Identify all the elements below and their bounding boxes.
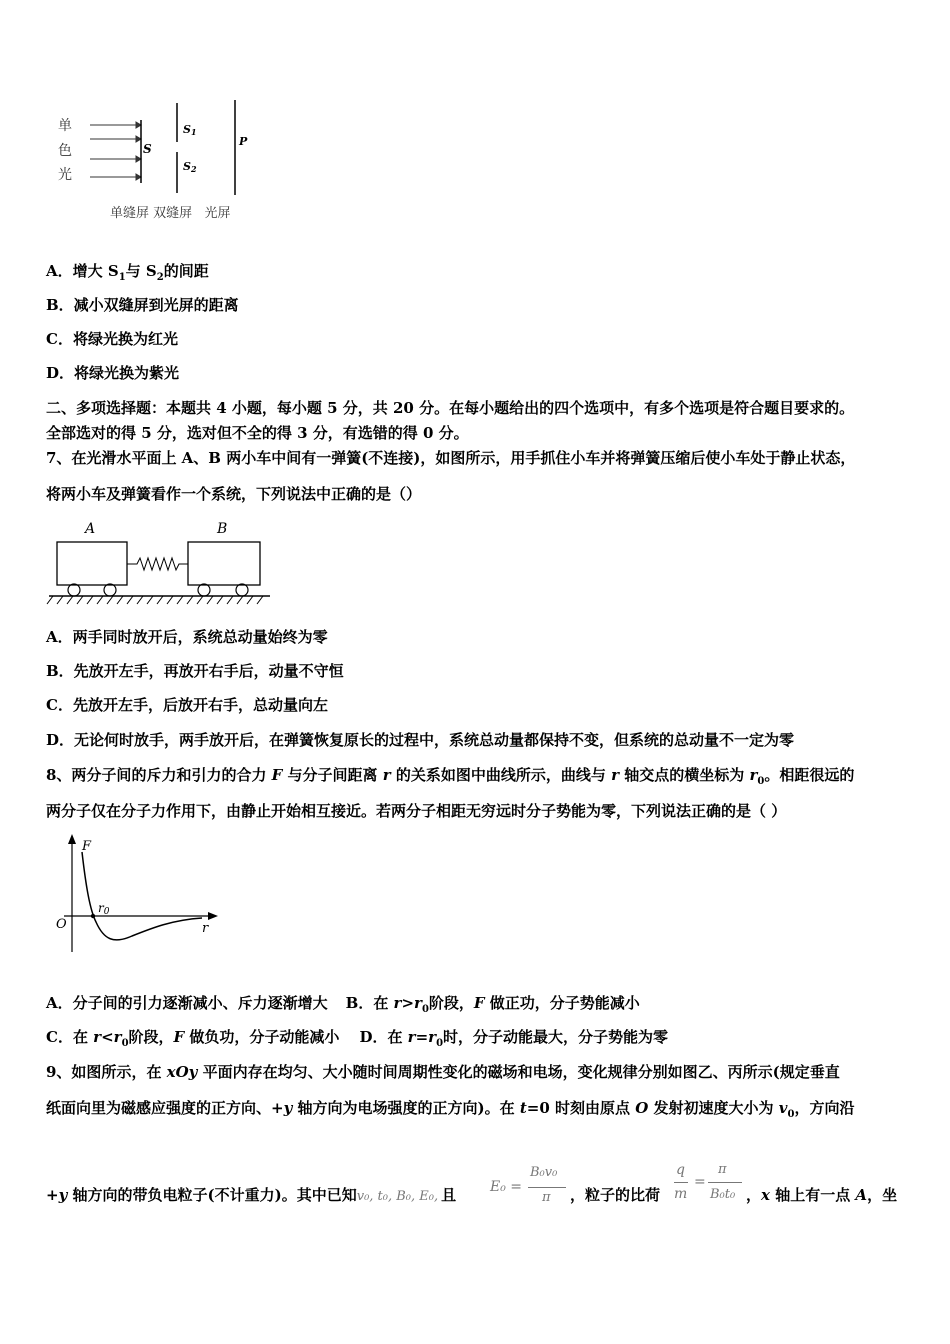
r0-point — [91, 914, 95, 918]
q6-option-c: C．将绿光换为红光 — [46, 330, 178, 348]
slit-s1-label: S1 — [183, 123, 197, 137]
carts-spring-figure — [45, 518, 275, 610]
q8-stem-2: 两分子仅在分子力作用下，由静止开始相互接近。若两分子相距无穷远时分子势能为零，下列说法正确的是（ ） — [46, 802, 787, 820]
q9-stem-1: 9、如图所示，在 xOy 平面内存在均匀、大小随时间周期性变化的磁场和电场，变化规律分别如图乙、丙所示(规定垂直 — [46, 1063, 840, 1081]
force-distance-graph — [52, 832, 222, 957]
r-axis-label: r — [202, 921, 209, 936]
cart-b — [188, 542, 260, 585]
cart-a-wheel-2 — [104, 584, 116, 596]
section2-heading-2: 全部选对的得 5 分，选对但不全的得 3 分，有选错的得 0 分。 — [46, 424, 469, 442]
q6-option-d: D．将绿光换为紫光 — [46, 364, 180, 382]
q7-option-a: A．两手同时放开后，系统总动量始终为零 — [46, 628, 328, 646]
cart-b-label: B — [217, 521, 228, 537]
cart-a-wheel-1 — [68, 584, 80, 596]
q9-stem-3-end: ，x 轴上有一点 A，坐 — [746, 1186, 898, 1204]
screen-p-label: P — [239, 135, 248, 148]
r0-label: r0 — [98, 901, 110, 917]
q7-stem-1: 7、在光滑水平面上 A、B 两小车中间有一弹簧(不连接)，如图所示，用手抓住小车并将弹簧压缩后使小车处于静止状态， — [46, 449, 856, 467]
q7-stem-2: 将两小车及弹簧看作一个系统，下列说法中正确的是（） — [46, 485, 422, 503]
f-axis-label: F — [82, 839, 92, 854]
known-quantities: v₀, t₀, B₀, E₀, — [356, 1189, 439, 1204]
q9-stem-2: 纸面向里为磁感应强度的正方向、+y 轴方向为电场强度的正方向)。在 t=0 时刻由原点 O 发射初速度大小为 $v_0$，方向沿 — [46, 1099, 855, 1120]
double-slit-figure — [40, 95, 270, 230]
cart-b-wheel-2 — [236, 584, 248, 596]
slit-s2-label: S2 — [183, 160, 197, 174]
q8-stem-1: 8、两分子间的斥力和引力的合力 F 与分子间距离 r 的关系如图中曲线所示，曲线与 r 轴交点的横坐标为 $r_0$。相距很远的 — [46, 766, 855, 787]
light-label-2: 色 — [58, 143, 72, 159]
origin-label: O — [56, 917, 67, 932]
screen-names: 单缝屏 双缝屏 光屏 — [110, 206, 231, 221]
q9-stem-3: +y 轴方向的带负电粒子(不计重力)。其中已知v₀, t₀, B₀, E₀, 且 — [46, 1186, 457, 1204]
ground-hatch — [47, 596, 263, 604]
q7-option-b: B．先放开左手，再放开右手后，动量不守恒 — [46, 662, 344, 680]
e0-formula: E₀ = B₀v₀ π — [490, 1163, 570, 1213]
force-curve — [82, 852, 202, 940]
q8-options-row2: C．在 $r<r_0$阶段，F 做负功，分子动能减小 D．在 $r=r_0$时，分子动能最大，分子势能为零 — [46, 1028, 669, 1049]
q6-option-b: B．减小双缝屏到光屏的距离 — [46, 296, 239, 314]
q6-option-a: A．增大 $S_1$与 $S_2$的间距 — [46, 262, 209, 283]
light-label-3: 光 — [58, 167, 72, 183]
q7-option-d: D．无论何时放手，两手放开后，在弹簧恢复原长的过程中，系统总动量都保持不变，但系统的总动量不一定为零 — [46, 731, 795, 749]
section2-heading-1: 二、多项选择题：本题共 4 小题，每小题 5 分，共 20 分。在每小题给出的四个选项中，有多个选项是符合题目要求的。 — [46, 399, 855, 417]
cart-a — [57, 542, 127, 585]
light-label-1: 单 — [58, 118, 72, 134]
q9-stem-3-middle: ，粒子的比荷 — [570, 1186, 661, 1204]
spring — [127, 558, 188, 570]
f-axis-arrow — [68, 834, 76, 844]
slit-s-label: S — [143, 142, 152, 156]
cart-a-label: A — [85, 521, 96, 537]
light-rays — [90, 122, 141, 180]
cart-b-wheel-1 — [198, 584, 210, 596]
q8-options-row1: A．分子间的引力逐渐减小、斥力逐渐增大 B．在 $r>r_0$阶段，F 做正功，分子势能减小 — [46, 994, 640, 1015]
charge-mass-formula: q m = π B₀t₀ — [672, 1160, 747, 1215]
r-axis-arrow — [208, 912, 218, 920]
q7-option-c: C．先放开左手，后放开右手，总动量向左 — [46, 696, 328, 714]
